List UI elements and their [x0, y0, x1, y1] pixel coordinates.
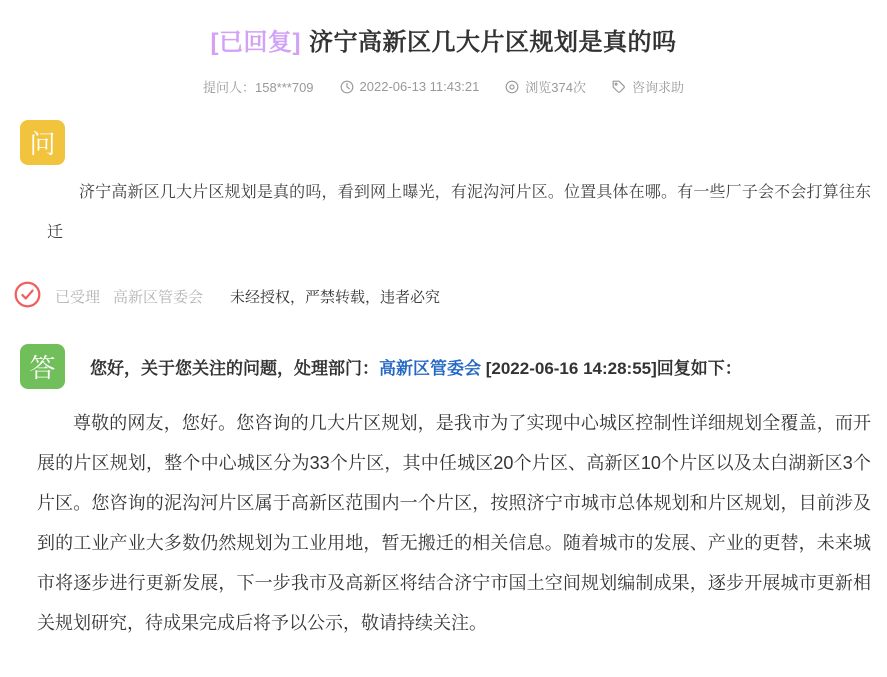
answer-header-prefix: 您好，关于您关注的问题，处理部门：: [90, 359, 379, 378]
answer-header: [90, 354, 742, 379]
page-title-text: 济宁高新区几大片区规划是真的吗: [308, 29, 677, 56]
eye-icon: [505, 80, 519, 94]
clock-icon: [340, 80, 354, 94]
asker-label: [203, 77, 314, 96]
view-count: [505, 77, 586, 96]
accepted-status-label: 已受理: [55, 289, 101, 306]
view-count-text: 浏览374次: [525, 80, 586, 95]
category-text: 咨询求助: [632, 80, 685, 95]
question-section: [0, 120, 887, 253]
check-circle-icon: [14, 281, 41, 312]
answer-header-suffix: [2022-06-16 14:28:55]回复如下：: [481, 359, 742, 378]
answer-section: [0, 344, 887, 643]
page-title: [0, 22, 887, 57]
answer-department-link[interactable]: 高新区管委会: [379, 359, 481, 378]
replied-status-tag: [已回复]: [210, 29, 301, 56]
answer-header-row: [0, 344, 887, 389]
question-text: 济宁高新区几大片区规划是真的吗，看到网上曝光，有泥沟河片区。位置具体在哪。有一些厂子会不会打算往东迁: [47, 184, 871, 241]
copyright-notice: 未经授权，严禁转载，违者必究: [230, 289, 441, 306]
handling-department-label: 高新区管委会: [113, 289, 204, 306]
meta-bar: [0, 77, 887, 96]
answer-body: 尊敬的网友，您好。您咨询的几大片区规划，是我市为了实现中心城区控制性详细规划全覆盖，而开展的片区规划，整个中心城区分为33个片区，其中任城区20个片区、高新区10个片区以及太白湖新区3个片区。您咨询的泥沟河片区属于高新区范围内一个片区，按照济宁市城市总体规划和片区规划，目前涉及到的工业产业大多数仍然规划为工业用地，暂无搬迁的相关信息。随着城市的发展、产业的更替，未来城市将逐步进行更新发展，下一步我市及高新区将结合济宁市国土空间规划编制成果，逐步开展城市更新相关规划研究，待成果完成后将予以公示，敬请持续关注。: [37, 413, 871, 633]
answer-badge: 答: [20, 344, 65, 389]
asker-text: 提问人：158***709: [202, 80, 314, 95]
qa-page: [0, 22, 887, 677]
post-datetime-text: 2022-06-13 11:43:21: [359, 79, 480, 94]
post-datetime: [340, 79, 480, 94]
category-badge: [612, 77, 684, 96]
tag-icon: [612, 80, 626, 94]
status-row: [14, 281, 887, 312]
question-badge: 问: [20, 120, 65, 165]
